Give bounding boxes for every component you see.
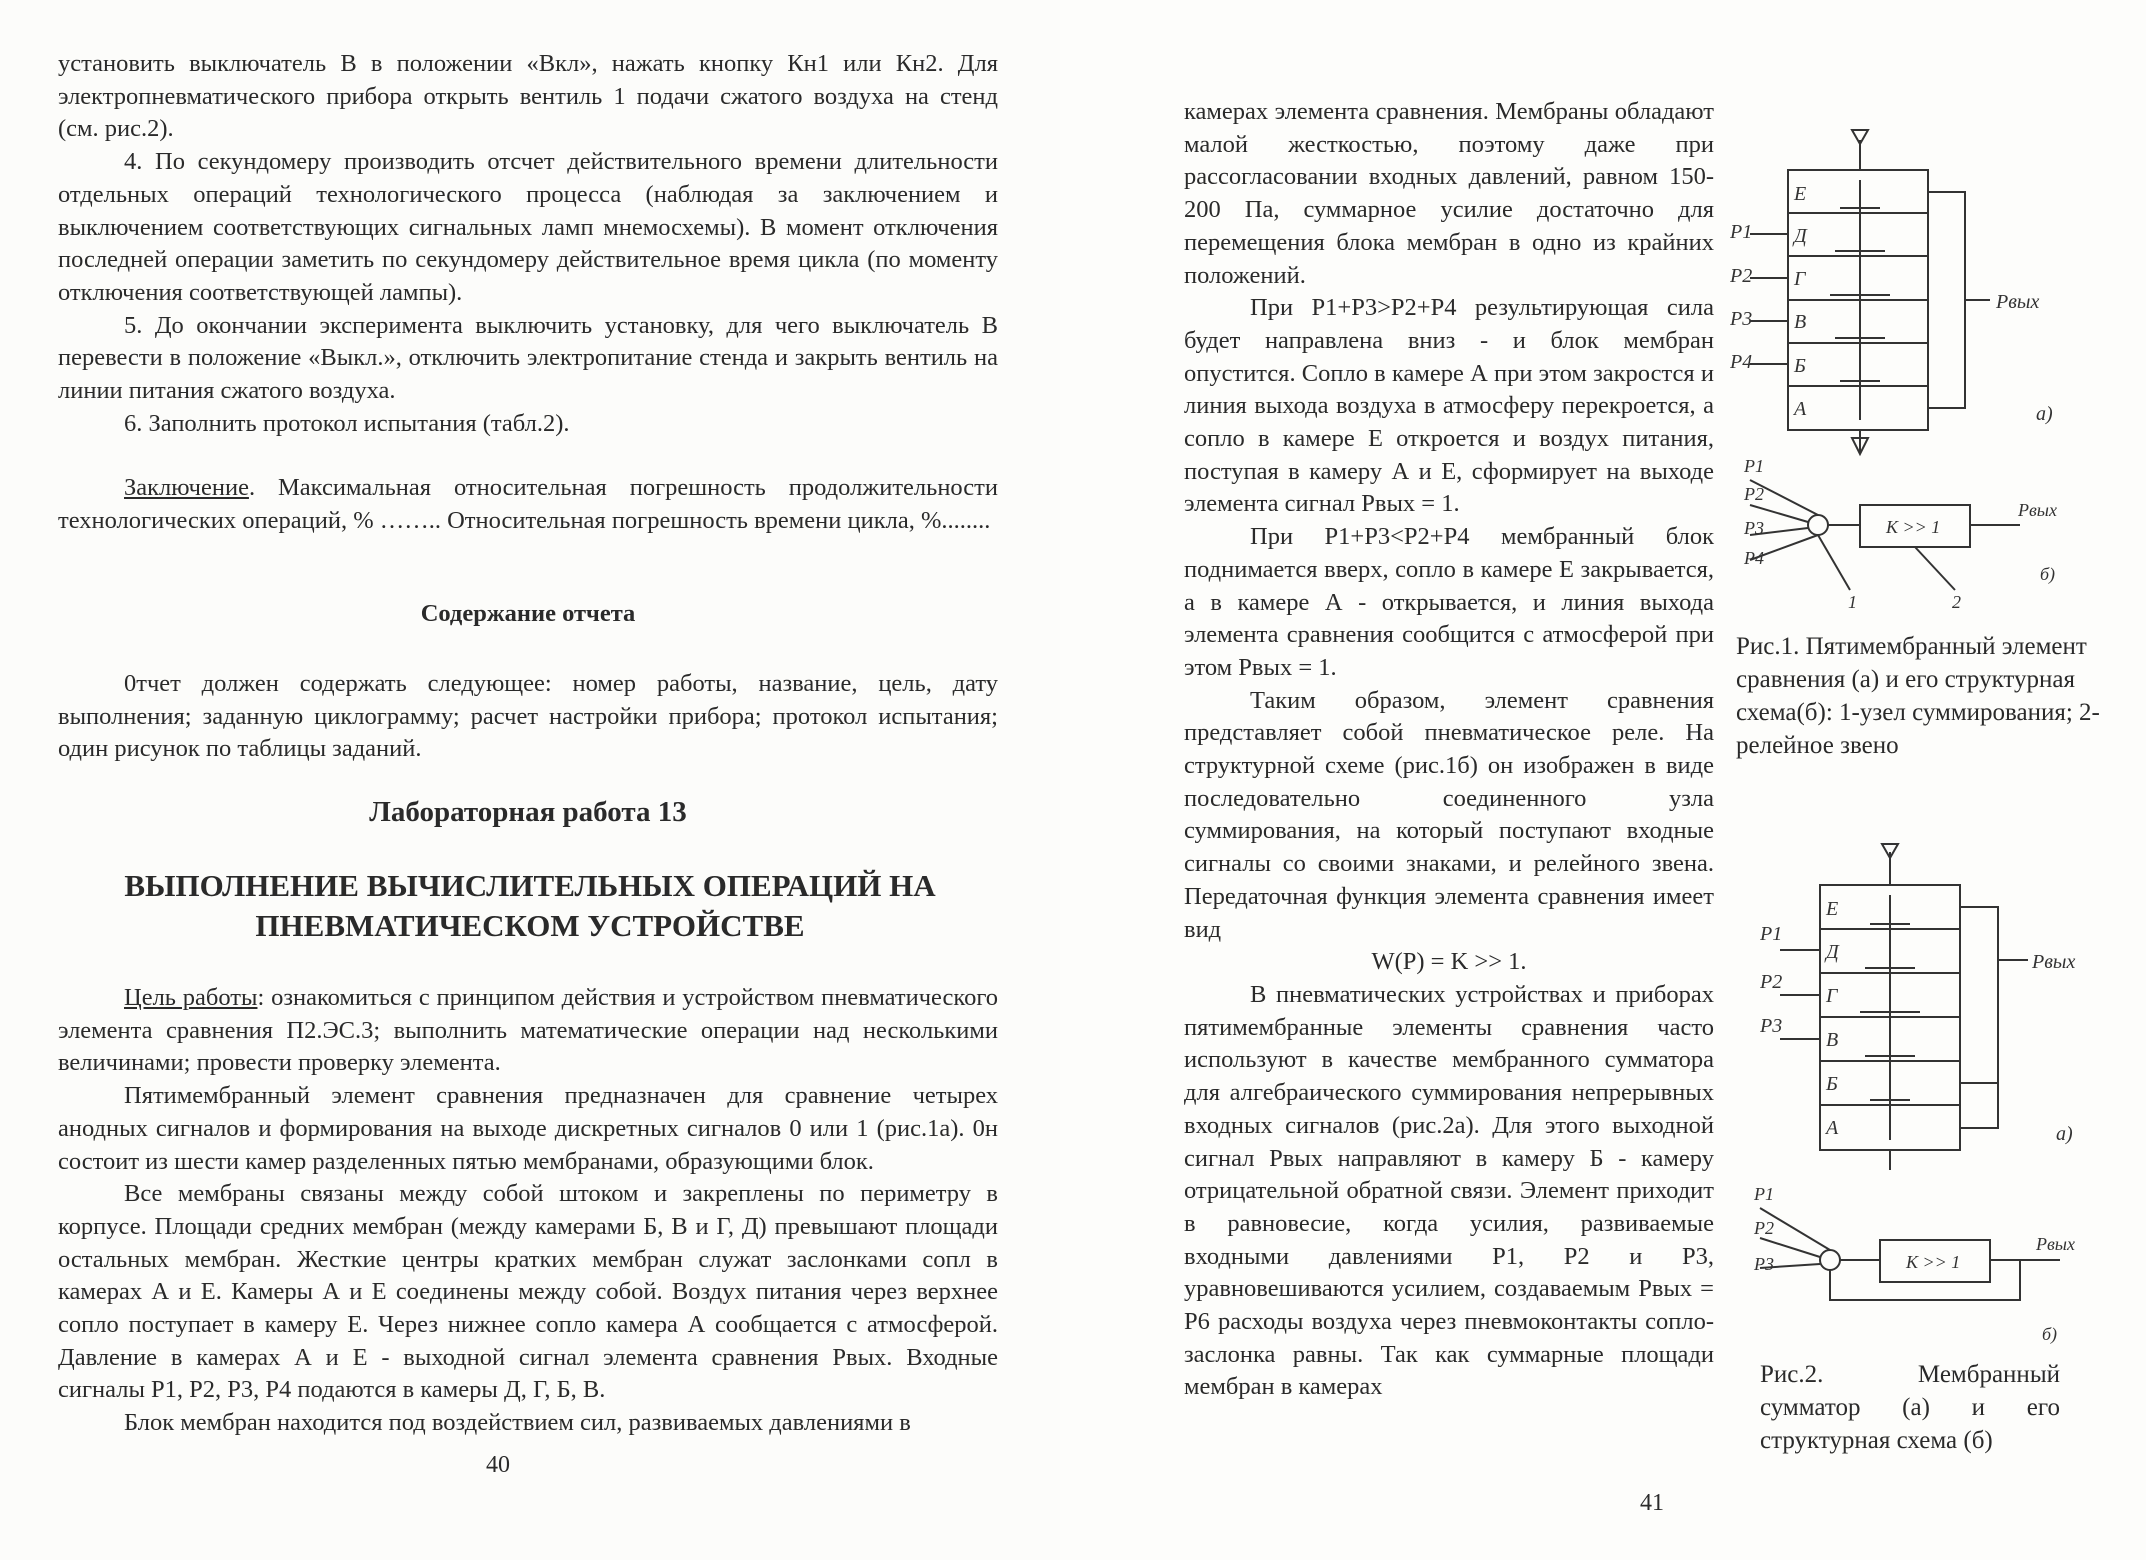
svg-text:P2: P2	[1754, 1218, 1774, 1238]
figure-2-caption: Рис.2. Мембранный сумматор (а) и его структурная схема (б)	[1760, 1361, 2060, 1454]
paragraph: 6. Заполнить протокол испытания (табл.2).	[124, 409, 570, 437]
svg-text:P1: P1	[1744, 456, 1764, 476]
report-text: 0тчет должен содержать следующее: номер работы, название, цель, дату выполнения; заданную циклограмму; расчет настройки прибора; протокол испытания; один рисунок по таблицы заданий.	[58, 670, 998, 763]
figure-2a	[1760, 840, 2140, 1180]
paragraph: установить выключатель В в положении «Вкл», нажать кнопку Кн1 или Кн2. Для электропневматического прибора открыть вентиль 1 подачи сжатого воздуха на стенд (см. рис.2).	[58, 50, 998, 143]
paragraph: Пятимембранный элемент сравнения предназначен для сравнение четырех анодных сигналов и формирования на выходе дискретных сигналов 0 или 1 (рис.1а). 0н состоит из шести камер разделенных пятью мембранами, образующими блок.	[58, 1082, 998, 1175]
svg-text:P3: P3	[1744, 518, 1764, 538]
svg-text:P3: P3	[1754, 1254, 1774, 1274]
svg-text:P2: P2	[1744, 484, 1764, 504]
work-title	[40, 866, 1020, 946]
conclusion-text: . Максимальная относительная погрешность продолжительности технологических операций, % …….. Относительная погрешность времени цикла, %........	[58, 474, 998, 534]
svg-text:Pвых: Pвых	[2036, 1234, 2075, 1254]
right-text-1	[1184, 96, 1714, 1404]
svg-text:P3: P3	[1760, 1015, 1783, 1037]
structural-scheme-2	[1750, 1180, 2146, 1360]
svg-text:а): а)	[2056, 1123, 2073, 1145]
paragraph: камерах элемента сравнения. Мембраны обладают малой жесткостью, поэтому даже при рассогласовании входных давлений, равном 150-200 Па, суммарное усилие достаточно для перемещения блока мембран в одно из крайних положений.	[1184, 98, 1714, 289]
paragraph: При P1+P3<P2+P4 мембранный блок поднимается вверх, сопло в камере Е закрывается, а в камере А - открывается, и линия выхода элемента сравнения сообщится с атмосферой при этом Pвых = 1.	[1184, 523, 1714, 681]
sublabel-a: а)	[2036, 403, 2053, 425]
relay-label: K >> 1	[1886, 517, 1941, 537]
svg-text:Е: Е	[1826, 898, 1839, 920]
svg-text:Б: Б	[1794, 355, 1806, 377]
goal-label: Цель работы	[124, 984, 258, 1011]
structural-scheme-1	[1740, 450, 2140, 620]
svg-text:Д: Д	[1794, 225, 1807, 247]
five-membrane-diagram	[1730, 120, 2130, 460]
report-heading: Содержание отчета	[420, 600, 636, 627]
svg-text:Pвых: Pвых	[2018, 500, 2057, 520]
left-page	[0, 0, 1060, 1560]
main-text	[58, 982, 998, 1440]
paragraph: 4. По секундомеру производить отсчет действительного времени длительности отдельных операций технологического процесса (наблюдая за заключением и выключением соответствующих сигнальных ламп мнемосхемы). В момент отключения последней операции заметить по секундомеру действительное время цикла (по моменту отключения соответствующей лампы).	[58, 148, 998, 306]
goal-text: : ознакомиться с принципом действия и устройством пневматического элемента сравнения П2.ЭС.3; выполнить математические операции над несколькими величинами; провести проверку элемента.	[58, 984, 999, 1077]
conclusion-label: Заключение	[124, 474, 249, 501]
svg-text:P1: P1	[1754, 1184, 1774, 1204]
svg-text:2: 2	[1952, 592, 1961, 612]
paragraph: Блок мембран находится под воздействием сил, развиваемых давлениями в	[124, 1409, 911, 1437]
paragraph: 5. До окончании эксперимента выключить установку, для чего выключатель В перевести в положение «Выкл.», отключить электропитание стенда и закрыть вентиль на линии питания сжатого воздуха.	[58, 311, 998, 405]
svg-text:А: А	[1826, 1117, 1839, 1139]
svg-text:P2: P2	[1730, 265, 1753, 287]
figure-1-caption: Рис.1. Пятимембранный элемент сравнения (а) и его структурная схема(б): 1-узел суммирования; 2-релейное звено	[1736, 633, 2100, 759]
paragraph: Все мембраны связаны между собой штоком и закреплены по периметру в корпусе. Площади средних мембран (между камерами Б, В и Г, Д) превышают площади остальных мембран. Жесткие центры кратких мембран служат заслонками сопл в камерах А и Е. Камеры А и Е соединены между собой. Воздух питания через верхнее сопло поступает в камеру Е. Через нижнее сопло камера А сообщается с атмосферой. Давление в камерах А и Е - выходной сигнал элемента сравнения Pвых. Входные сигналы P1, P2, P3, P4 подаются в камеры Д, Г, Б, В.	[58, 1180, 998, 1404]
chamber-label: Е	[1794, 183, 1807, 205]
continuation-text	[58, 48, 998, 440]
svg-text:Pвых: Pвых	[2032, 951, 2076, 973]
svg-text:1: 1	[1848, 592, 1857, 612]
figure-1a	[1730, 120, 2130, 460]
svg-text:Г: Г	[1794, 268, 1806, 290]
page-number: 40	[486, 1452, 510, 1478]
paragraph: При P1+P3>P2+P4 результирующая сила будет направлена вниз - и блок мембран опустится. Сопло в камере А при этом закростся и линия выхода воздуха в атмосферу перекроется, а сопло в камере Е откроется и воздух питания, поступая в камеру А и Е, сформирует на выходе элемента сигнал Pвых = 1.	[1184, 294, 1714, 518]
svg-text:P1: P1	[1760, 923, 1783, 945]
svg-text:В: В	[1794, 311, 1807, 333]
svg-text:P3: P3	[1730, 308, 1753, 330]
membrane-adder-diagram	[1760, 840, 2140, 1180]
lab-heading: Лабораторная работа 13	[369, 796, 687, 828]
sublabel-b: б)	[2040, 564, 2056, 584]
svg-text:В: В	[1826, 1029, 1839, 1051]
transfer-function: W(P) = K >> 1.	[1371, 948, 1527, 976]
svg-text:Б: Б	[1826, 1073, 1838, 1095]
svg-text:А: А	[1794, 398, 1807, 420]
svg-text:K >> 1: K >> 1	[1906, 1252, 1961, 1272]
output-label: Pвых	[1996, 291, 2040, 313]
svg-text:Г: Г	[1826, 985, 1838, 1007]
figure-2b	[1750, 1180, 2146, 1360]
svg-text:P2: P2	[1760, 971, 1783, 993]
paragraph: В пневматических устройствах и приборах пятимембранные элементы сравнения часто используют в качестве мембранного сумматора для алгебраического суммирования непрерывных входных сигналов (рис.2а). Для этого выходной сигнал Pвых направляют в камеру Б - камеру отрицательной обратной связи. Элемент приходит в равновесие, когда усилия, развиваемые входными давлениями P1, P2 и P3, уравновешиваются усилием, создаваемым Pвых = P6 расходы воздуха через пневмоконтакты сопло-заслонка равны. Так как суммарные площади мембран в камерах	[1184, 980, 1714, 1401]
page-number: 41	[1640, 1490, 1664, 1516]
svg-text:б): б)	[2042, 1324, 2058, 1344]
svg-text:P4: P4	[1730, 351, 1753, 373]
input-label: P1	[1730, 221, 1753, 243]
paragraph: Таким образом, элемент сравнения представляет собой пневматическое реле. На структурной схеме (рис.1б) он изображен в виде последовательно соединенного узла суммирования, на который поступают входные сигналы со своими знаками, и релейного звена. Передаточная функция элемента сравнения имеет вид	[1184, 686, 1714, 943]
svg-text:Д: Д	[1826, 941, 1839, 963]
title-line: ПНЕВМАТИЧЕСКОМ УСТРОЙСТВЕ	[255, 908, 805, 943]
svg-text:P4: P4	[1744, 548, 1764, 568]
figure-1b	[1740, 450, 2140, 620]
title-line: ВЫПОЛНЕНИЕ ВЫЧИСЛИТЕЛЬНЫХ ОПЕРАЦИЙ НА	[124, 868, 936, 903]
right-page	[1060, 0, 2146, 1560]
conclusion	[58, 472, 998, 537]
